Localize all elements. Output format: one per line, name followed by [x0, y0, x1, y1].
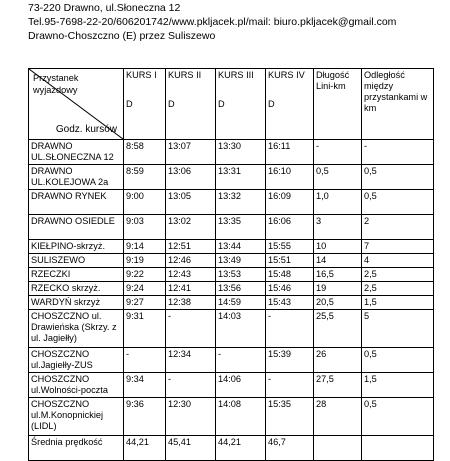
kurs3-time-cell: 13:56: [216, 282, 266, 296]
kurs2-time-cell: 13:07: [166, 140, 216, 165]
kurs2-time-cell: 13:02: [166, 215, 216, 240]
stop-name-cell: SULISZEWO: [29, 254, 124, 268]
length-cell: 14: [314, 254, 362, 268]
kurs2-time-cell: 45,41: [166, 436, 216, 461]
length-cell: 1,0: [314, 190, 362, 215]
distance-cell: 5: [362, 310, 434, 348]
kurs1-time-cell: 9:31: [124, 310, 166, 348]
kurs3-time-cell: 13:35: [216, 215, 266, 240]
length-cell: [314, 436, 362, 461]
table-row: [29, 296, 434, 310]
route-line: Drawno-Choszczno (E) przez Suliszewo: [28, 30, 216, 42]
kurs3-time-cell: 13:32: [216, 190, 266, 215]
kurs3-time-cell: 13:49: [216, 254, 266, 268]
kurs1-time-cell: 9:34: [124, 373, 166, 398]
kurs1-time-cell: 8:58: [124, 140, 166, 165]
stop-name-cell: DRAWNO RYNEK: [29, 190, 124, 215]
table-row: [29, 165, 434, 190]
distance-cell: 0,5: [362, 190, 434, 215]
distance-cell: -: [362, 140, 434, 165]
kurs4-time-cell: 15:35: [266, 398, 314, 436]
kurs4-time-cell: -: [266, 310, 314, 348]
distance-cell: 2: [362, 215, 434, 240]
length-cell: -: [314, 140, 362, 165]
stop-name-cell: RZECZKI: [29, 268, 124, 282]
kurs1-time-cell: 8:59: [124, 165, 166, 190]
kurs3-time-cell: 14:06: [216, 373, 266, 398]
kurs4-time-cell: 15:51: [266, 254, 314, 268]
kurs1-time-cell: -: [124, 348, 166, 373]
length-cell: 27,5: [314, 373, 362, 398]
length-cell: 25,5: [314, 310, 362, 348]
kurs3-time-cell: 13:30: [216, 140, 266, 165]
kurs2-time-cell: 12:34: [166, 348, 216, 373]
kurs2-time-cell: -: [166, 373, 216, 398]
distance-cell: 7: [362, 240, 434, 254]
kurs1-time-cell: 9:14: [124, 240, 166, 254]
kurs1-time-cell: 9:22: [124, 268, 166, 282]
kurs3-time-cell: 14:59: [216, 296, 266, 310]
distance-cell: 1,5: [362, 296, 434, 310]
kurs2-time-cell: 13:05: [166, 190, 216, 215]
table-row: [29, 254, 434, 268]
distance-header: Odległość między przystankami w km: [362, 69, 434, 140]
length-header: Długość Lini-km: [314, 69, 362, 140]
table-row: [29, 140, 434, 165]
table-row: [29, 373, 434, 398]
kurs4-time-cell: 15:43: [266, 296, 314, 310]
kurs2-time-cell: 12:41: [166, 282, 216, 296]
kurs2-time-cell: 12:51: [166, 240, 216, 254]
stop-name-cell: CHOSZCZNO ul. Drawieńska (Skrzy. z ul. Jagiełły): [29, 310, 124, 348]
kurs3-time-cell: 44,21: [216, 436, 266, 461]
kurs4-time-cell: 16:10: [266, 165, 314, 190]
kurs4-time-cell: 46,7: [266, 436, 314, 461]
kurs-header: KURS II D: [166, 69, 216, 140]
kurs-header: KURS III D: [216, 69, 266, 140]
kurs3-time-cell: 14:03: [216, 310, 266, 348]
length-cell: 10: [314, 240, 362, 254]
kurs3-time-cell: 13:53: [216, 268, 266, 282]
stop-name-cell: WARDYŃ skrzyż: [29, 296, 124, 310]
kurs3-time-cell: 13:31: [216, 165, 266, 190]
kurs4-time-cell: 16:09: [266, 190, 314, 215]
distance-cell: [362, 436, 434, 461]
length-cell: 16,5: [314, 268, 362, 282]
table-row: [29, 268, 434, 282]
kurs2-time-cell: 13:06: [166, 165, 216, 190]
timetable: [28, 68, 434, 461]
corner-top-label: Przystanek wyjazdowy: [33, 73, 79, 95]
table-header-row: [29, 69, 434, 140]
length-cell: 0,5: [314, 165, 362, 190]
kurs3-time-cell: -: [216, 348, 266, 373]
table-row: [29, 240, 434, 254]
table-row: [29, 348, 434, 373]
kurs2-time-cell: 12:30: [166, 398, 216, 436]
table-body: [29, 140, 434, 461]
kurs4-time-cell: 15:46: [266, 282, 314, 296]
length-cell: 19: [314, 282, 362, 296]
length-cell: 26: [314, 348, 362, 373]
stop-name-cell: DRAWNO OSIEDLE: [29, 215, 124, 240]
kurs2-time-cell: -: [166, 310, 216, 348]
kurs4-time-cell: 15:48: [266, 268, 314, 282]
distance-cell: 1,5: [362, 373, 434, 398]
distance-cell: 2,5: [362, 268, 434, 282]
table-row: [29, 310, 434, 348]
stop-name-cell: KIEŁPINO-skrzyż.: [29, 240, 124, 254]
kurs1-time-cell: 9:00: [124, 190, 166, 215]
length-cell: 20,5: [314, 296, 362, 310]
address-line: 73-220 Drawno, ul.Słoneczna 12: [28, 2, 181, 14]
length-cell: 3: [314, 215, 362, 240]
kurs-header: KURS I D: [124, 69, 166, 140]
stop-name-cell: CHOSZCZNO ul.Wolności-poczta: [29, 373, 124, 398]
stop-name-cell: DRAWNO UL.SŁONECZNA 12: [29, 140, 124, 165]
kurs4-time-cell: 15:55: [266, 240, 314, 254]
kurs1-time-cell: 9:19: [124, 254, 166, 268]
length-cell: 28: [314, 398, 362, 436]
kurs3-time-cell: 14:08: [216, 398, 266, 436]
stop-name-cell: RZECKO skrzyż.: [29, 282, 124, 296]
kurs3-time-cell: 13:44: [216, 240, 266, 254]
stop-name-cell: CHOSZCZNO ul.M.Konopnickiej (LIDL): [29, 398, 124, 436]
table-row: [29, 436, 434, 461]
distance-cell: 4: [362, 254, 434, 268]
kurs4-time-cell: 15:39: [266, 348, 314, 373]
kurs1-time-cell: 9:27: [124, 296, 166, 310]
kurs1-time-cell: 9:24: [124, 282, 166, 296]
stop-name-cell: CHOSZCZNO ul.Jagiełły-ZUS: [29, 348, 124, 373]
kurs4-time-cell: -: [266, 373, 314, 398]
corner-header: [29, 69, 124, 140]
table-row: [29, 282, 434, 296]
kurs1-time-cell: 44,21: [124, 436, 166, 461]
kurs1-time-cell: 9:03: [124, 215, 166, 240]
document-header: [28, 0, 448, 43]
kurs1-time-cell: 9:36: [124, 398, 166, 436]
kurs-header: KURS IV D: [266, 69, 314, 140]
table-row: [29, 190, 434, 215]
stop-name-cell: Średnia prędkość: [29, 436, 124, 461]
kurs2-time-cell: 12:43: [166, 268, 216, 282]
kurs4-time-cell: 16:06: [266, 215, 314, 240]
distance-cell: 0,5: [362, 348, 434, 373]
distance-cell: 0,5: [362, 398, 434, 436]
table-row: [29, 398, 434, 436]
kurs2-time-cell: 12:46: [166, 254, 216, 268]
corner-bottom-label: Godz. kursów: [55, 124, 117, 135]
kurs4-time-cell: 16:11: [266, 140, 314, 165]
stop-name-cell: DRAWNO UL.KOLEJOWA 2a: [29, 165, 124, 190]
contact-line: Tel.95-7698-22-20/606201742/www.pkljacek.pl/mail: biuro.pkljacek@gmail.com: [28, 16, 397, 28]
distance-cell: 0,5: [362, 165, 434, 190]
kurs2-time-cell: 12:38: [166, 296, 216, 310]
distance-cell: 2,5: [362, 282, 434, 296]
table-row: [29, 215, 434, 240]
